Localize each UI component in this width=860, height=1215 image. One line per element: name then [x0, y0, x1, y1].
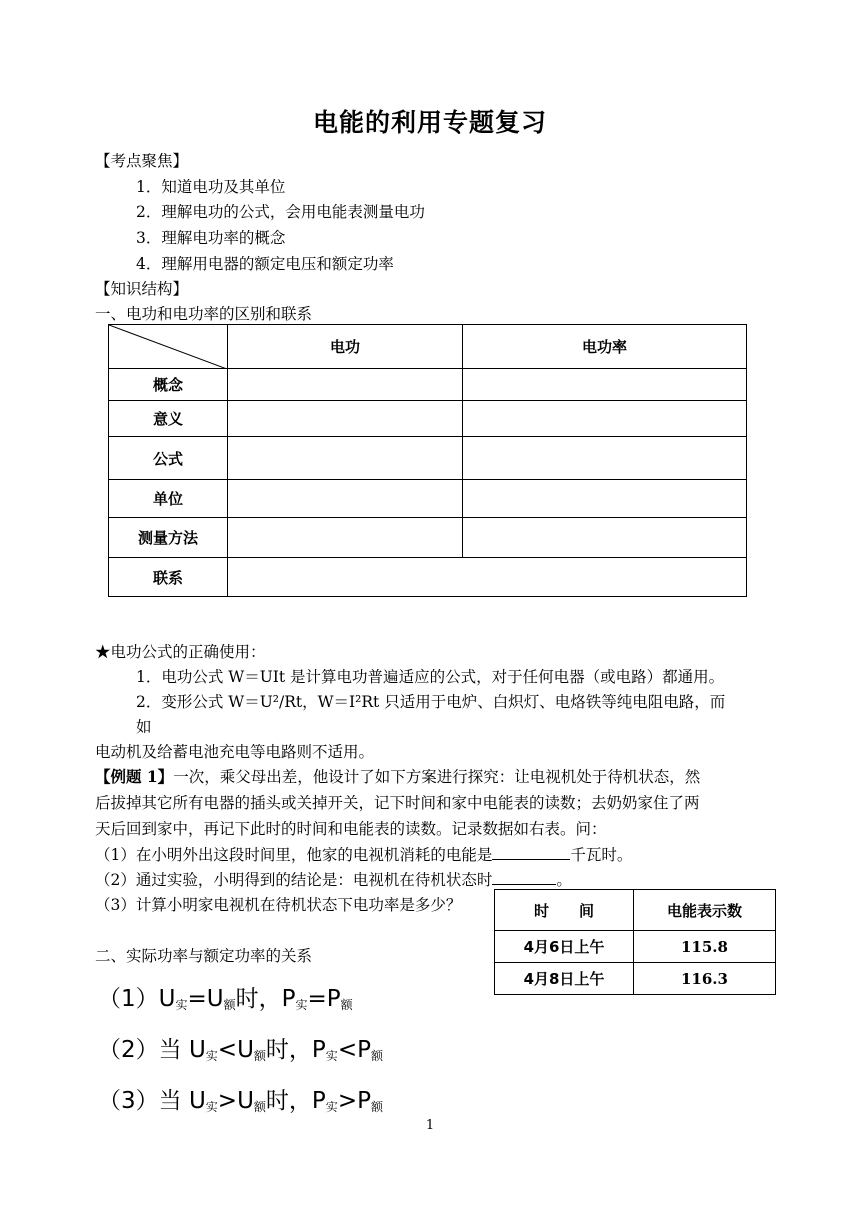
structure-heading: 【知识结构】	[95, 280, 189, 298]
formula-note-line: 1．电功公式 W＝UIt 是计算电功普遍适应的公式，对于任何电器（或电路）都通用。	[136, 668, 725, 686]
table-cell	[463, 437, 747, 480]
example-paragraph	[95, 765, 700, 787]
example-label: 【例题 1】	[95, 767, 174, 786]
focus-heading: 【考点聚焦】	[95, 152, 189, 170]
row-label: 概念	[109, 369, 228, 401]
question-3: （3）计算小明家电视机在待机状态下电功率是多少？	[95, 896, 462, 914]
relation-line: （3）当 $U_实>U_额$时，$P_实>P_额$	[98, 1088, 383, 1114]
question-1	[95, 843, 632, 865]
table-cell	[228, 401, 463, 437]
formula-note-line: 如	[136, 718, 152, 736]
diagonal-line	[109, 325, 227, 369]
example-text: 一次，乘父母出差，他设计了如下方案进行探究：让电视机处于待机状态，然	[173, 768, 701, 786]
row-label: 意义	[109, 401, 228, 437]
table-cell	[228, 558, 747, 597]
table-cell: 115.8	[634, 931, 776, 963]
relation-line: （2）当 $U_实<U_额$时，$P_实<P_额$	[98, 1037, 383, 1063]
example-text: 天后回到家中，再记下此时的时间和电能表的读数。记录数据如右表。问：	[95, 820, 607, 838]
relation-line: $(1)U_实=U_额$时，$P_实=P_额$	[98, 986, 353, 1012]
row-label: 联系	[109, 558, 228, 597]
question-2	[95, 868, 572, 890]
column-header: 电能表示数	[634, 890, 776, 931]
row-label: 测量方法	[109, 518, 228, 558]
answer-blank[interactable]	[492, 870, 556, 885]
table-cell	[463, 518, 747, 558]
focus-item: 4．理解用电器的额定电压和额定功率	[136, 255, 394, 273]
table-cell	[463, 401, 747, 437]
question-text: 。	[556, 871, 572, 889]
column-header: 电功	[228, 325, 463, 369]
formula-note-line: 电动机及给蓄电池充电等电路则不适用。	[95, 743, 375, 761]
diagonal-header-cell	[109, 325, 228, 369]
question-text: （2）通过实验，小明得到的结论是：电视机在待机状态时	[95, 871, 493, 889]
section2-heading: 二、实际功率与额定功率的关系	[95, 947, 313, 965]
meter-reading-table	[494, 889, 776, 995]
table-cell	[463, 369, 747, 401]
focus-item: 2．理解电功的公式，会用电能表测量电功	[136, 203, 425, 221]
table-cell: 4月6日上午	[495, 931, 634, 963]
answer-blank[interactable]	[492, 845, 570, 860]
formula-note-heading: ★电功公式的正确使用：	[95, 643, 266, 661]
question-text: 千瓦时。	[570, 846, 633, 864]
focus-item: 1．知道电功及其单位	[136, 178, 286, 196]
table-cell	[463, 480, 747, 518]
row-label: 单位	[109, 480, 228, 518]
column-header: 时 间	[495, 890, 634, 931]
question-text: （1）在小明外出这段时间里，他家的电视机消耗的电能是	[95, 846, 493, 864]
formula-note-line: 2．变形公式 W＝U²/Rt，W＝I²Rt 只适用于电炉、白炽灯、电烙铁等纯电阻电路，而	[136, 693, 726, 711]
section1-heading: 一、电功和电功率的区别和联系	[95, 305, 313, 323]
comparison-table	[108, 324, 747, 597]
table-cell	[228, 480, 463, 518]
table-cell: 116.3	[634, 963, 776, 995]
table-cell	[228, 369, 463, 401]
page-title: 电能的利用专题复习	[312, 108, 547, 137]
example-text: 后拔掉其它所有电器的插头或关掉开关，记下时间和家中电能表的读数；去奶奶家住了两	[95, 794, 700, 812]
table-cell	[228, 518, 463, 558]
table-cell: 4月8日上午	[495, 963, 634, 995]
focus-item: 3．理解电功率的概念	[136, 229, 286, 247]
page-number: 1	[425, 1118, 435, 1133]
column-header: 电功率	[463, 325, 747, 369]
row-label: 公式	[109, 437, 228, 480]
table-cell	[228, 437, 463, 480]
